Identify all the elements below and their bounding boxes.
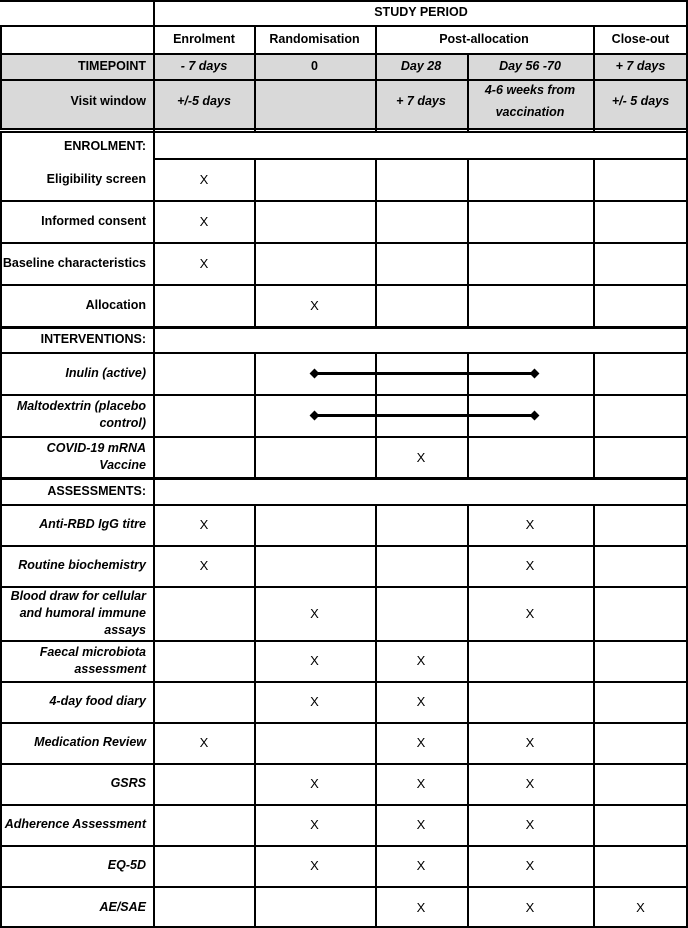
grid-line-horizontal	[154, 504, 688, 506]
schedule-mark: X	[416, 817, 426, 832]
grid-line-vertical	[254, 25, 256, 128]
grid-line-vertical	[593, 158, 595, 326]
visit-window-randomisation	[254, 79, 375, 123]
intervention-duration-bar	[315, 372, 535, 375]
visit-window-label: Visit window	[70, 93, 146, 108]
row-label: Eligibility screen	[46, 171, 146, 186]
phase-enrolment: Enrolment	[173, 31, 235, 46]
schedule-mark: X	[310, 297, 319, 313]
row-label: Inulin (active)	[65, 365, 146, 380]
grid-line-vertical	[375, 128, 377, 131]
schedule-mark: X	[416, 858, 426, 873]
section-interventions: INTERVENTIONS:	[40, 331, 146, 346]
row-label: Maltodextrin (placebo control)	[16, 399, 146, 430]
visit-window-close-out: +/- 5 days	[611, 93, 670, 108]
schedule-mark	[593, 394, 688, 436]
schedule-mark	[154, 284, 254, 326]
timepoint-label: TIMEPOINT	[77, 58, 146, 73]
schedule-mark: X	[199, 171, 209, 187]
schedule-mark: X	[416, 899, 426, 915]
schedule-mark: X	[310, 605, 319, 621]
schedule-mark	[375, 586, 467, 640]
schedule-mark: X	[416, 735, 426, 750]
grid-line-vertical	[153, 0, 155, 928]
schedule-mark	[593, 200, 688, 242]
grid-line-horizontal	[154, 158, 688, 160]
schedule-mark	[375, 284, 467, 326]
grid-line-horizontal	[0, 763, 688, 765]
schedule-mark: X	[310, 653, 319, 668]
grid-line-vertical	[0, 131, 2, 928]
schedule-mark	[467, 640, 593, 681]
grid-line-vertical	[254, 128, 256, 131]
grid-line-vertical	[467, 352, 469, 478]
grid-line-vertical	[375, 25, 377, 128]
row-label: Routine biochemistry	[18, 558, 146, 572]
visit-window-enrolment: +/-5 days	[177, 93, 231, 108]
grid-line-horizontal	[0, 545, 688, 547]
schedule-mark	[593, 845, 688, 886]
schedule-mark	[593, 586, 688, 640]
grid-line-horizontal	[0, 586, 688, 588]
intervention-duration-bar	[315, 414, 535, 417]
grid-line-vertical	[0, 25, 2, 129]
schedule-mark	[154, 352, 254, 394]
schedule-mark: X	[525, 517, 535, 532]
grid-line-vertical	[254, 504, 256, 928]
row-label: AE/SAE	[99, 899, 146, 914]
grid-line-horizontal	[0, 284, 688, 286]
schedule-mark	[593, 545, 688, 586]
schedule-mark	[154, 763, 254, 804]
schedule-mark: X	[525, 858, 535, 873]
phase-randomisation: Randomisation	[269, 31, 360, 46]
grid-line-vertical	[375, 352, 377, 478]
grid-line-horizontal	[0, 804, 688, 806]
visit-window-day-56-70: 4-6 weeks from vaccination	[484, 83, 576, 119]
schedule-mark	[375, 504, 467, 545]
schedule-mark: X	[525, 558, 535, 573]
section-enrolment: ENROLMENT:	[64, 138, 146, 153]
schedule-mark	[593, 640, 688, 681]
schedule-mark	[467, 242, 593, 284]
row-label: EQ-5D	[107, 858, 146, 872]
row-label: GSRS	[110, 776, 146, 790]
grid-line-vertical	[467, 158, 469, 326]
grid-line-horizontal	[0, 53, 688, 55]
schedule-mark	[254, 158, 375, 200]
schedule-mark	[375, 242, 467, 284]
timepoint-day-28: Day 28	[400, 58, 442, 73]
grid-line-horizontal	[0, 79, 688, 81]
schedule-mark	[375, 200, 467, 242]
row-label: Allocation	[85, 297, 146, 312]
grid-line-horizontal	[0, 640, 688, 642]
row-label: Anti-RBD IgG titre	[39, 517, 146, 531]
schedule-mark: X	[525, 776, 535, 791]
grid-line-vertical	[467, 53, 469, 128]
row-label: Adherence Assessment	[4, 817, 146, 831]
timepoint-enrolment: - 7 days	[180, 58, 228, 73]
schedule-mark: X	[199, 213, 209, 229]
schedule-mark: X	[416, 694, 426, 709]
schedule-mark: X	[310, 817, 319, 832]
schedule-mark	[254, 886, 375, 928]
schedule-mark: X	[636, 899, 645, 915]
schedule-mark: X	[416, 776, 426, 791]
row-label: Faecal microbiota assessment	[39, 644, 146, 676]
schedule-mark: X	[310, 858, 319, 873]
row-label: Blood draw for cellular and humoral immune assays	[10, 588, 146, 637]
grid-line-horizontal	[0, 200, 688, 202]
schedule-mark	[593, 763, 688, 804]
schedule-mark: X	[416, 449, 426, 465]
schedule-mark	[154, 586, 254, 640]
grid-line-vertical	[254, 352, 256, 478]
schedule-mark: X	[416, 653, 426, 668]
schedule-mark: X	[525, 735, 535, 750]
grid-line-horizontal	[0, 886, 688, 888]
schedule-mark: X	[525, 817, 535, 832]
schedule-mark	[254, 200, 375, 242]
schedule-mark	[593, 504, 688, 545]
schedule-mark	[593, 722, 688, 763]
schedule-mark: X	[525, 605, 535, 621]
grid-line-horizontal	[154, 0, 688, 2]
schedule-mark	[154, 681, 254, 722]
schedule-mark	[254, 436, 375, 478]
schedule-mark	[154, 394, 254, 436]
schedule-mark	[593, 158, 688, 200]
row-label: Informed consent	[41, 213, 146, 228]
grid-line-vertical	[593, 128, 595, 131]
schedule-mark: X	[199, 255, 209, 271]
row-label: Baseline characteristics	[2, 255, 146, 270]
grid-line-horizontal	[0, 0, 154, 2]
schedule-mark	[593, 284, 688, 326]
schedule-mark	[154, 804, 254, 845]
study-period-heading: STUDY PERIOD	[374, 5, 468, 19]
section-separator	[0, 477, 688, 480]
grid-line-vertical	[375, 504, 377, 928]
phase-close-out: Close-out	[611, 31, 670, 46]
grid-line-vertical	[375, 158, 377, 326]
grid-line-vertical	[254, 158, 256, 326]
visit-window-day-28: + 7 days	[396, 93, 446, 108]
schedule-mark	[154, 886, 254, 928]
schedule-mark: X	[310, 776, 319, 791]
schedule-mark	[154, 436, 254, 478]
section-assessments: ASSESSMENTS:	[47, 483, 146, 498]
schedule-mark: X	[310, 694, 319, 709]
schedule-mark	[375, 158, 467, 200]
grid-line-horizontal	[0, 242, 688, 244]
schedule-mark	[154, 845, 254, 886]
row-label: Medication Review	[34, 735, 146, 749]
grid-line-horizontal	[0, 681, 688, 683]
grid-line-horizontal	[0, 131, 688, 133]
grid-line-vertical	[467, 504, 469, 928]
schedule-mark	[467, 200, 593, 242]
grid-line-horizontal	[0, 436, 688, 438]
schedule-mark	[254, 545, 375, 586]
schedule-mark	[467, 284, 593, 326]
grid-line-vertical	[593, 25, 595, 128]
row-label: COVID-19 mRNA Vaccine	[46, 441, 146, 472]
grid-line-horizontal	[0, 128, 688, 130]
schedule-mark: X	[199, 735, 209, 750]
schedule-mark	[467, 436, 593, 478]
grid-line-vertical	[593, 352, 595, 478]
section-separator	[0, 326, 688, 329]
grid-line-horizontal	[0, 394, 688, 396]
row-label: 4-day food diary	[49, 694, 146, 708]
schedule-mark	[593, 242, 688, 284]
schedule-mark	[254, 504, 375, 545]
schedule-mark	[154, 640, 254, 681]
schedule-mark: X	[525, 899, 535, 915]
phase-post-allocation: Post-allocation	[439, 31, 529, 46]
grid-line-horizontal	[154, 352, 688, 354]
schedule-mark	[467, 158, 593, 200]
grid-line-horizontal	[0, 25, 688, 27]
schedule-mark	[593, 804, 688, 845]
timepoint-randomisation: 0	[311, 58, 318, 73]
schedule-mark	[593, 436, 688, 478]
grid-line-horizontal	[0, 845, 688, 847]
grid-line-horizontal	[0, 722, 688, 724]
schedule-mark	[467, 681, 593, 722]
schedule-mark: X	[199, 517, 209, 532]
schedule-mark	[593, 681, 688, 722]
schedule-mark	[593, 352, 688, 394]
schedule-mark	[254, 242, 375, 284]
grid-line-vertical	[467, 128, 469, 131]
schedule-mark: X	[199, 558, 209, 573]
grid-line-vertical	[593, 504, 595, 928]
timepoint-day-56-70: Day 56 -70	[499, 58, 561, 73]
schedule-mark	[254, 722, 375, 763]
schedule-mark	[375, 545, 467, 586]
timepoint-close-out: + 7 days	[615, 58, 666, 73]
